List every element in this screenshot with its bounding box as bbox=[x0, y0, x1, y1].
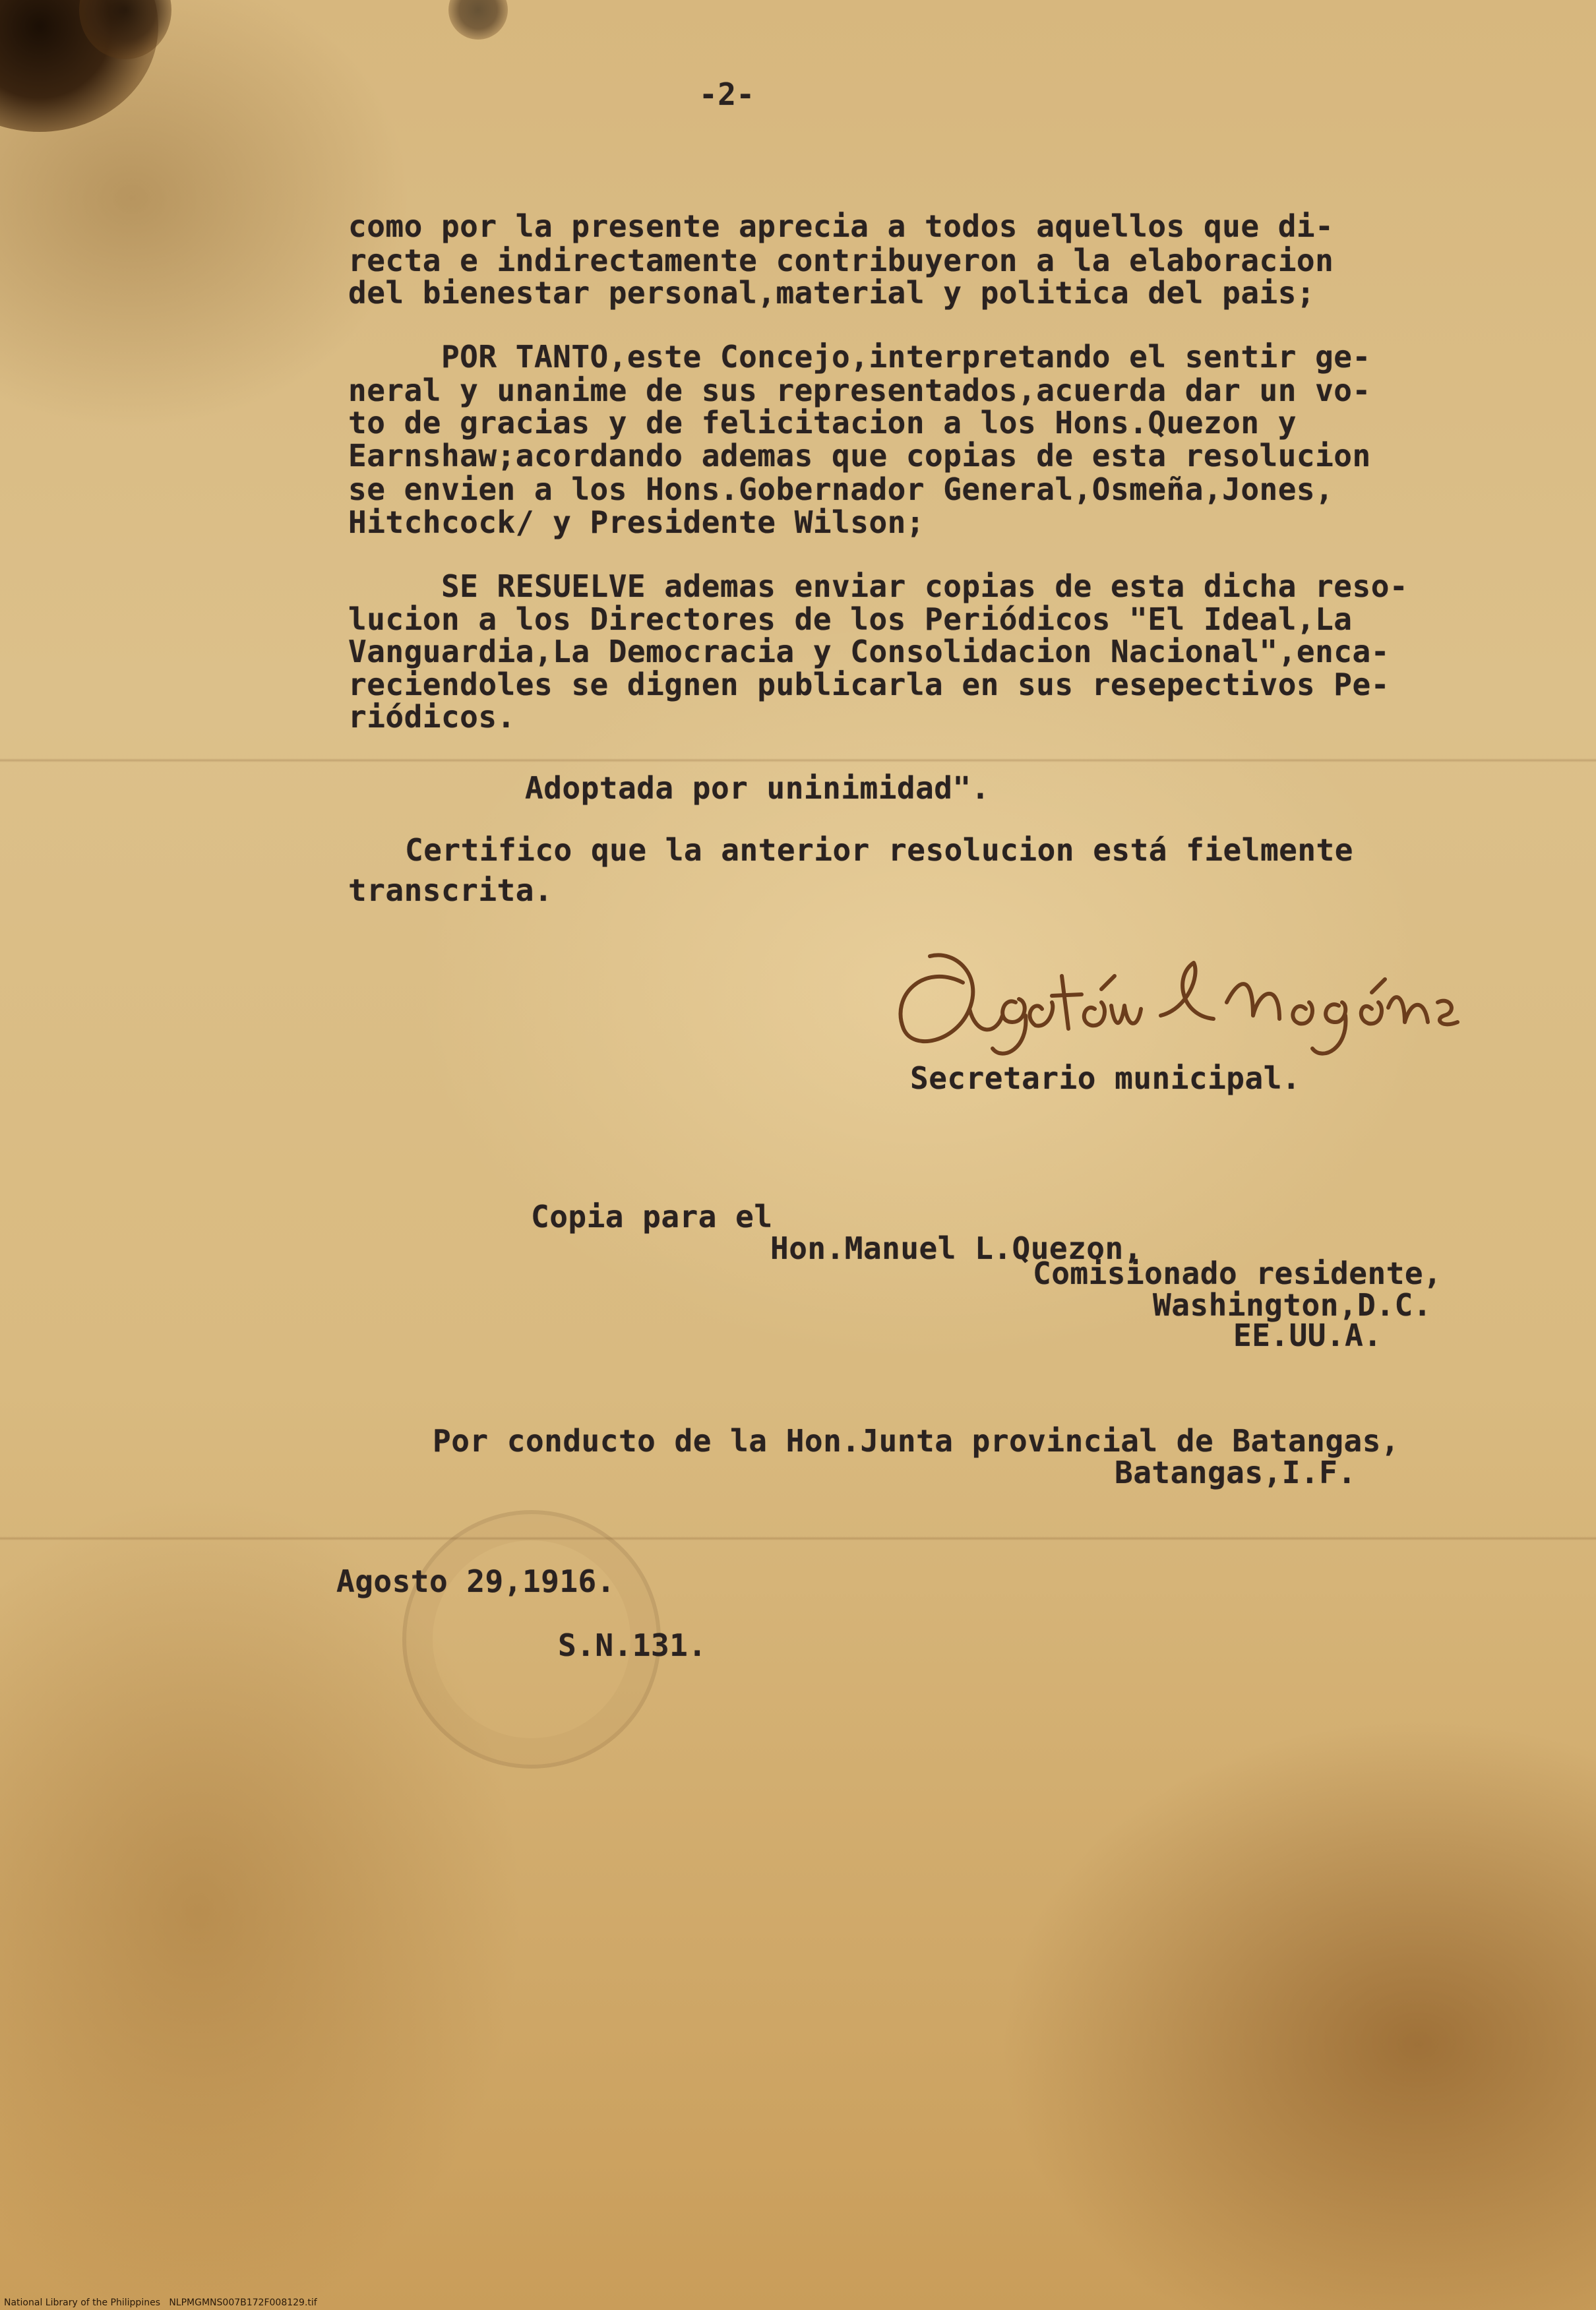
text-line: reciendoles se dignen publicarla en sus resepectivos Pe- bbox=[348, 667, 1390, 702]
text-line: Hitchcock/ y Presidente Wilson; bbox=[348, 504, 925, 540]
text-line: Vanguardia,La Democracia y Consolidacion Nacional",enca- bbox=[348, 634, 1390, 669]
text-line: riódicos. bbox=[348, 699, 516, 735]
text-line: SE RESUELVE ademas enviar copias de esta dicha reso- bbox=[348, 568, 1409, 604]
text-line: Earnshaw;acordando ademas que copias de esta resolucion bbox=[348, 438, 1371, 473]
document-date: Agosto 29,1916. bbox=[336, 1564, 615, 1599]
text-line: del bienestar personal,material y politica del pais; bbox=[348, 275, 1316, 311]
archive-footer: National Library of the Philippines NLPMGMNS007B172F008129.tif bbox=[4, 2297, 317, 2308]
text-line: como por la presente aprecia a todos aquellos que di- bbox=[348, 208, 1334, 244]
text-line: Washington,D.C. bbox=[1153, 1287, 1432, 1323]
adoption-note: Adoptada por uninimidad". bbox=[525, 770, 990, 806]
page-number: -2- bbox=[699, 76, 755, 112]
text-line: Hon.Manuel L.Quezon, bbox=[770, 1231, 1142, 1266]
text-line: to de gracias y de felicitacion a los Hons.Quezon y bbox=[348, 405, 1297, 441]
text-line: Certifico que la anterior resolucion está fielmente bbox=[405, 832, 1353, 868]
reference-number: S.N.131. bbox=[558, 1627, 707, 1663]
handwritten-signature bbox=[884, 936, 1464, 1072]
paper-fold bbox=[0, 1536, 1596, 1540]
burn-damage bbox=[448, 0, 508, 40]
text-line: lucion a los Directores de los Periódicos "El Ideal,La bbox=[348, 601, 1353, 637]
text-line: Comisionado residente, bbox=[1033, 1256, 1442, 1291]
text-line: se envien a los Hons.Gobernador General,Osmeña,Jones, bbox=[348, 471, 1334, 507]
text-line: transcrita. bbox=[348, 872, 553, 908]
signer-title: Secretario municipal. bbox=[910, 1060, 1301, 1096]
text-line: POR TANTO,este Concejo,interpretando el sentir ge- bbox=[348, 339, 1371, 375]
text-line: neral y unanime de sus representados,acuerda dar un vo- bbox=[348, 373, 1371, 408]
text-line: Batangas,I.F. bbox=[1115, 1455, 1357, 1490]
paper-fold bbox=[0, 758, 1596, 762]
text-line: Por conducto de la Hon.Junta provincial de Batangas, bbox=[433, 1423, 1400, 1459]
text-line: recta e indirectamente contribuyeron a la elaboracion bbox=[348, 243, 1334, 278]
text-line: Copia para el bbox=[531, 1199, 773, 1234]
text-line: EE.UU.A. bbox=[1233, 1318, 1382, 1353]
